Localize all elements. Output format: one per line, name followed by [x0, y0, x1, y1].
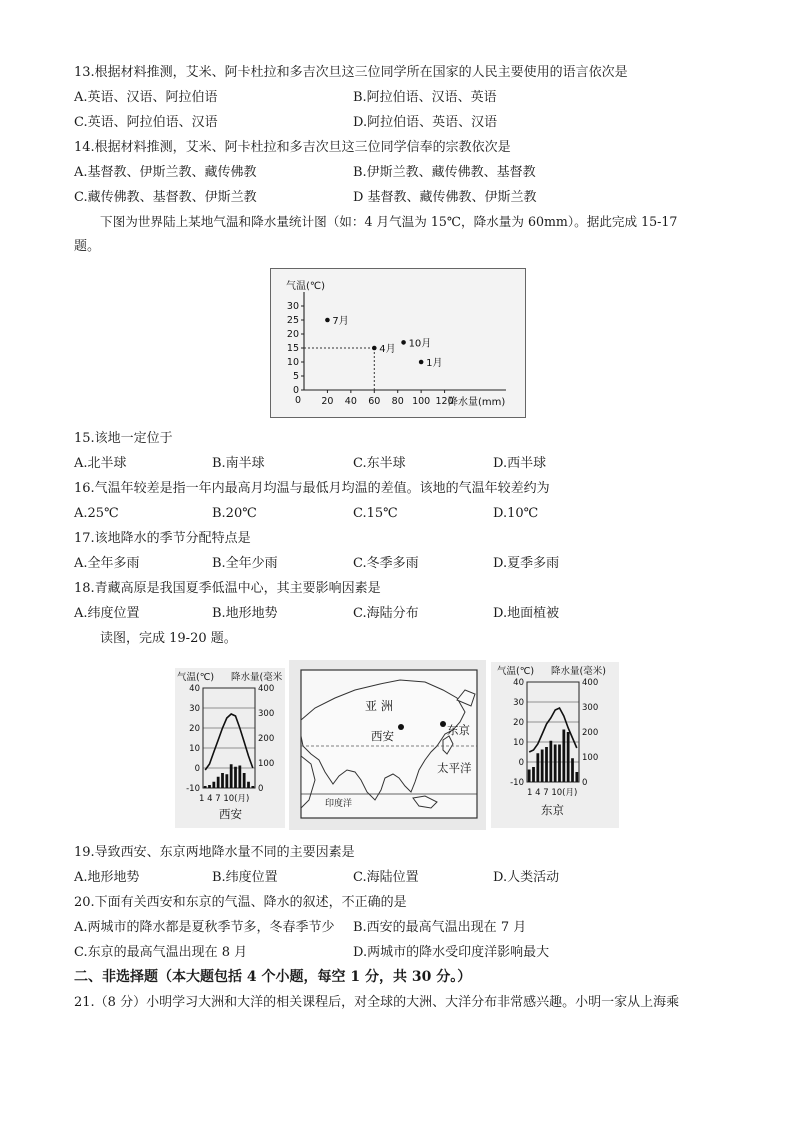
precip-bar [225, 774, 228, 788]
data-point [401, 340, 406, 345]
left-precip-axis-title: 降水量(毫米 [231, 672, 283, 683]
q13-option-b: B.阿拉伯语、汉语、英语 [353, 90, 497, 105]
precip-bar [536, 753, 539, 782]
q14-option-c: C.藏传佛教、基督教、伊斯兰教 [74, 190, 257, 205]
question-17-stem: 17.该地降水的季节分配特点是 [74, 531, 251, 546]
precip-tick-label: 400 [582, 678, 599, 688]
precip-bar [251, 786, 254, 788]
q13-option-c: C.英语、阿拉伯语、汉语 [74, 115, 218, 130]
tokyo-chart-city-label: 东京 [541, 803, 564, 817]
x-tick-label: 80 [391, 396, 404, 407]
precip-tick-label: 0 [582, 778, 588, 788]
indian-ocean-label: 印度洋 [325, 799, 353, 809]
y-tick-label: 10 [286, 357, 299, 368]
temp-tick-label: -10 [510, 778, 524, 788]
precip-bar [549, 741, 552, 782]
data-point [325, 318, 330, 323]
q16-option-c: C.15℃ [353, 506, 398, 521]
q18-option-c: C.海陆分布 [353, 606, 419, 621]
question-13-stem: 13.根据材料推测，艾米、阿卡杜拉和多吉次旦这三位同学所在国家的人民主要使用的语言依次是 [74, 65, 628, 80]
q16-option-b: B.20℃ [212, 506, 257, 521]
precip-tick-label: 200 [582, 728, 599, 738]
precip-bar [243, 773, 246, 788]
right-temp-axis-title: 气温(℃) [497, 666, 535, 677]
precip-tick-label: 300 [258, 709, 275, 719]
x-axis-title: 降水量(mm) [448, 397, 506, 408]
q14-option-b: B.伊斯兰教、藏传佛教、基督教 [353, 165, 536, 180]
q19-option-a: A.地形地势 [74, 870, 140, 885]
pacific-label: 太平洋 [437, 761, 472, 775]
xian-chart-city-label: 西安 [219, 807, 242, 821]
q20-option-a: A.两城市的降水都是夏秋季节多，冬春季节少 [74, 920, 335, 935]
question-18-stem: 18.青藏高原是我国夏季低温中心，其主要影响因素是 [74, 581, 381, 596]
right-precip-axis-title: 降水量(毫米) [551, 666, 606, 677]
q15-option-b: B.南半球 [212, 456, 265, 471]
origin-label: 0 [294, 395, 301, 406]
q16-option-a: A.25℃ [74, 506, 119, 521]
precip-bar [247, 782, 250, 788]
y-tick-label: 30 [286, 301, 299, 312]
y-axis-title: 气温(℃) [286, 281, 326, 292]
data-point-label: 7月 [332, 316, 349, 327]
temp-tick-label: 10 [189, 744, 200, 754]
q20-option-c: C.东京的最高气温出现在 8 月 [74, 945, 248, 960]
q15-option-a: A.北半球 [74, 456, 127, 471]
left-temp-axis-title: 气温(℃) [177, 672, 215, 683]
y-tick-label: 0 [292, 385, 299, 396]
question-16-stem: 16.气温年较差是指一年内最高月均温与最低月均温的差值。该地的气温年较差约为 [74, 481, 550, 496]
y-tick-label: 5 [292, 371, 299, 382]
q17-option-c: C.冬季多雨 [353, 556, 419, 571]
precip-tick-label: 0 [258, 784, 264, 794]
temp-tick-label: 30 [513, 698, 524, 708]
data-point-label: 4月 [379, 344, 396, 355]
temp-tick-label: 20 [513, 718, 524, 728]
map-climate-figure [175, 660, 620, 830]
q19-option-b: B.纬度位置 [212, 870, 278, 885]
x-tick-label: 120 [435, 396, 454, 407]
y-tick-label: 25 [286, 315, 299, 326]
tokyo-dot [440, 721, 446, 727]
q15-option-c: C.东半球 [353, 456, 406, 471]
q18-option-b: B.地形地势 [212, 606, 278, 621]
x-tick-label: 60 [368, 396, 381, 407]
precip-tick-label: 100 [582, 753, 599, 763]
tokyo-map-label: 东京 [447, 723, 470, 737]
precip-bar [558, 745, 561, 783]
y-tick-label: 20 [286, 329, 299, 340]
scatter-chart-figure [270, 268, 526, 418]
q20-option-b: B.西安的最高气温出现在 7 月 [353, 920, 527, 935]
precip-tick-label: 200 [258, 734, 275, 744]
precip-bar [554, 745, 557, 783]
precip-tick-label: 300 [582, 703, 599, 713]
q13-option-a: A.英语、汉语、阿拉伯语 [74, 90, 218, 105]
question-20-stem: 20.下面有关西安和东京的气温、降水的叙述，不正确的是 [74, 895, 407, 910]
q18-option-a: A.纬度位置 [74, 606, 140, 621]
xian-dot [398, 724, 404, 730]
x-tick-label: 20 [321, 396, 334, 407]
q20-option-d: D.两城市的降水受印度洋影响最大 [353, 945, 550, 960]
map-climate-svg [175, 660, 620, 830]
xian-map-label: 西安 [371, 729, 394, 743]
q19-option-c: C.海陆位置 [353, 870, 419, 885]
question-19-stem: 19.导致西安、东京两地降水量不同的主要因素是 [74, 845, 355, 860]
precip-bar [230, 764, 233, 788]
temp-tick-label: 10 [513, 738, 524, 748]
scatter-chart [270, 268, 526, 418]
temp-tick-label: 0 [518, 758, 524, 768]
data-point-label: 1月 [426, 358, 443, 369]
precip-bar [204, 786, 207, 788]
y-tick-label: 15 [286, 343, 299, 354]
q13-option-d: D.阿拉伯语、英语、汉语 [353, 115, 498, 130]
q18-option-d: D.地面植被 [493, 606, 560, 621]
precip-bar [217, 777, 220, 788]
q17-option-d: D.夏季多雨 [493, 556, 560, 571]
precip-bar [541, 750, 544, 783]
precip-bar [528, 770, 531, 783]
precip-tick-label: 400 [258, 684, 275, 694]
precip-bar [532, 767, 535, 782]
precip-bar [221, 773, 224, 788]
q14-option-d: D 基督教、藏传佛教、伊斯兰教 [353, 190, 537, 205]
temp-tick-label: 40 [513, 678, 524, 688]
precip-bar [208, 785, 211, 788]
precip-bar [567, 732, 570, 782]
q16-option-d: D.10℃ [493, 506, 539, 521]
question-14-stem: 14.根据材料推测，艾米、阿卡杜拉和多吉次旦这三位同学信奉的宗教依次是 [74, 140, 511, 155]
q14-option-a: A.基督教、伊斯兰教、藏传佛教 [74, 165, 257, 180]
x-tick-label: 40 [344, 396, 357, 407]
precip-bar [562, 730, 565, 783]
temp-tick-label: 40 [189, 684, 200, 694]
q17-option-b: B.全年少雨 [212, 556, 278, 571]
right-month-ticks: 1 4 7 10(月) [527, 788, 578, 798]
precip-bar [238, 766, 241, 789]
data-point-label: 10月 [408, 338, 432, 350]
precip-bar [571, 758, 574, 782]
precip-bar [545, 747, 548, 782]
temp-tick-label: 0 [194, 764, 200, 774]
temp-tick-label: 20 [189, 724, 200, 734]
question-15-stem: 15.该地一定位于 [74, 431, 173, 446]
intro-15-17-line1: 下图为世界陆上某地气温和降水量统计图（如：4 月气温为 15℃，降水量为 60mm）。据此完成 15-17 [100, 214, 678, 229]
precip-bar [234, 767, 237, 788]
data-point [372, 346, 377, 351]
q17-option-a: A.全年多雨 [74, 556, 140, 571]
precip-bar [575, 772, 578, 782]
temp-tick-label: -10 [186, 784, 200, 794]
question-21-stem: 21.（8 分）小明学习大洲和大洋的相关课程后，对全球的大洲、大洋分布非常感兴趣。小明一家从上海乘 [74, 995, 680, 1010]
q15-option-d: D.西半球 [493, 456, 547, 471]
left-month-ticks: 1 4 7 10(月) [199, 794, 250, 804]
asia-label: 亚 洲 [365, 699, 393, 713]
data-point [419, 360, 424, 365]
intro-19-20: 读图，完成 19-20 题。 [100, 631, 237, 646]
x-tick-label: 100 [412, 396, 431, 407]
precip-tick-label: 100 [258, 759, 275, 769]
section-2-heading: 二、非选择题（本大题包括 4 个小题，每空 1 分，共 30 分。） [74, 969, 472, 985]
temp-tick-label: 30 [189, 704, 200, 714]
q19-option-d: D.人类活动 [493, 870, 560, 885]
intro-15-17-line2: 题。 [74, 239, 101, 254]
precip-bar [212, 782, 215, 788]
